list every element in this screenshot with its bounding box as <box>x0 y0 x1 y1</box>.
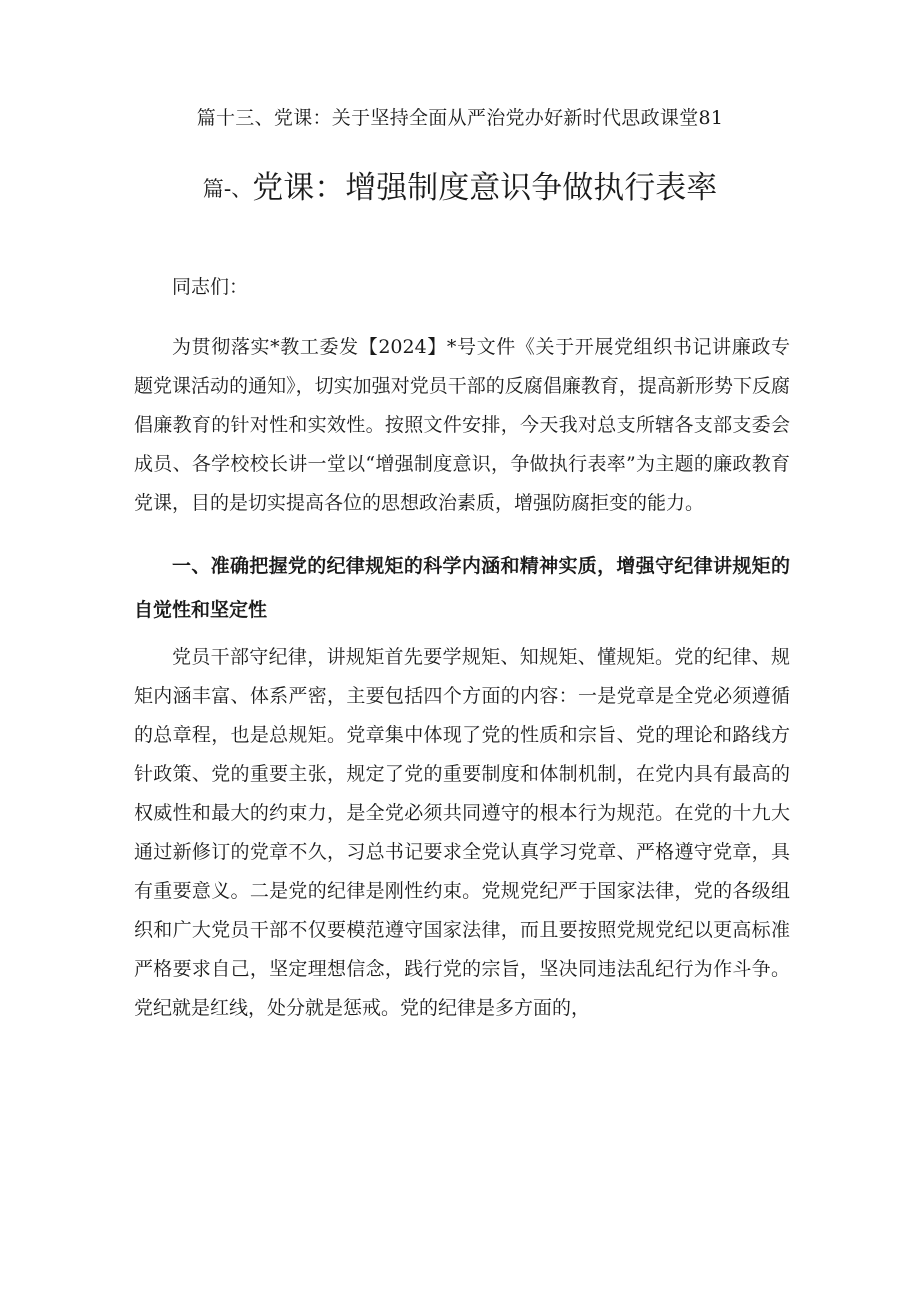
paragraph-body: 党员干部守纪律，讲规矩首先要学规矩、知规矩、懂规矩。党的纪律、规矩内涵丰富、体系严密，主要包括四个方面的内容：一是党章是全党必须遵循的总章程，也是总规矩。党章集中体现了党的性质和宗旨、党的理论和路线方针政策、党的重要主张，规定了党的重要制度和体制机制，在党内具有最高的权威性和最大的约束力，是全党必须共同遵守的根本行为规范。在党的十九大通过新修订的党章不久，习总书记要求全党认真学习党章、严格遵守党章，具有重要意义。二是党的纪律是刚性约束。党规党纪严于国家法律，党的各级组织和广大党员干部不仅要模范遵守国家法律，而且要按照党规党纪以更高标准严格要求自己，坚定理想信念，践行党的宗旨，坚决同违法乱纪行为作斗争。党纪就是红线，处分就是惩戒。党的纪律是多方面的， <box>134 646 790 1019</box>
salutation: 同志们： <box>172 276 249 298</box>
toc-page-number: 81 <box>698 107 724 129</box>
paragraph-intro: 为贯彻落实*教工委发【2024】*号文件《关于开展党组织书记讲廉政专题党课活动的通知》，切实加强对党员干部的反腐倡廉教育，提高新形势下反腐倡廉教育的针对性和实效性。按照文件安排，今天我对总支所辖各支部支委会成员、各学校校长讲一堂以“增强制度意识，争做执行表率”为主题的廉政教育党课，目的是切实提高各位的思想政治素质，增强防腐拒变的能力。 <box>134 336 790 514</box>
document-body <box>134 268 790 1028</box>
page-title <box>0 166 920 211</box>
section-heading: 一、准确把握党的纪律规矩的科学内涵和精神实质，增强守纪律讲规矩的自觉性和坚定性 <box>134 555 790 621</box>
title-text: 党课：增强制度意识争做执行表率 <box>252 170 718 206</box>
title-prefix: 篇-、 <box>202 177 253 201</box>
toc-entry-text: 篇十三、党课：关于坚持全面从严治党办好新时代思政课堂 <box>196 107 699 129</box>
toc-entry <box>0 104 920 132</box>
